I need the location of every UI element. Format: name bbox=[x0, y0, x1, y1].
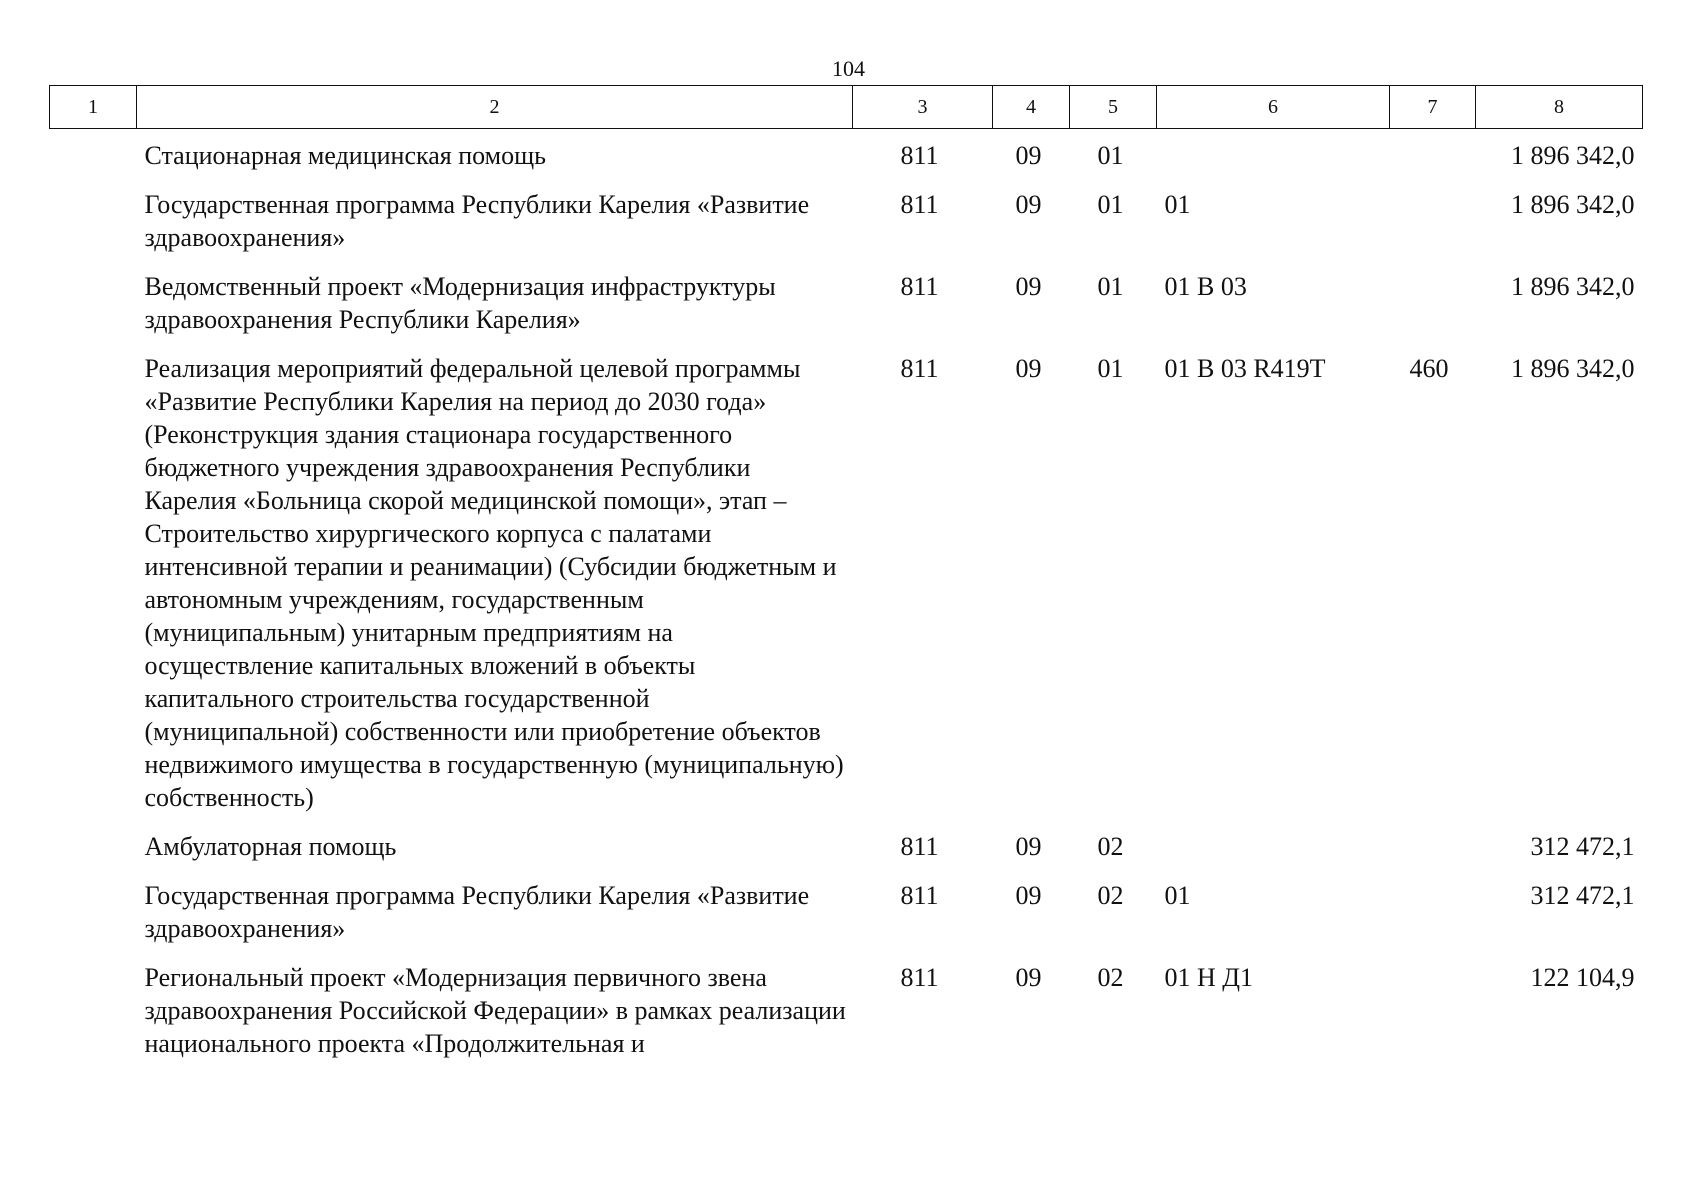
header-col-7: 7 bbox=[1390, 86, 1476, 129]
header-col-5: 5 bbox=[1070, 86, 1157, 129]
code-target-cell: 01 В 03 bbox=[1164, 272, 1247, 301]
code-target-cell: 01 Н Д1 bbox=[1164, 963, 1254, 992]
code-ministry-cell: 811 bbox=[900, 272, 939, 301]
header-row bbox=[50, 86, 1643, 129]
table-row bbox=[50, 879, 1643, 961]
row-number-cell bbox=[50, 352, 137, 830]
code-ministry-cell: 811 bbox=[900, 881, 939, 910]
header-col-2: 2 bbox=[137, 86, 853, 129]
header-col-3: 3 bbox=[853, 86, 993, 129]
table-row bbox=[50, 830, 1643, 879]
code-subsection-cell: 01 bbox=[1097, 190, 1124, 219]
code-ministry-cell: 811 bbox=[900, 832, 939, 861]
row-number-cell bbox=[50, 879, 137, 961]
code-target-cell: 01 В 03 R419T bbox=[1164, 354, 1326, 383]
code-expense-type-cell bbox=[1390, 270, 1476, 352]
code-expense-type-cell: 460 bbox=[1409, 354, 1449, 383]
code-section-cell: 09 bbox=[1015, 190, 1042, 219]
code-subsection-cell: 02 bbox=[1097, 881, 1124, 910]
budget-table bbox=[49, 85, 1643, 1076]
amount-cell: 1 896 342,0 bbox=[1511, 141, 1635, 170]
code-section-cell: 09 bbox=[1015, 963, 1042, 992]
row-name-cell: Стационарная медицинская помощь bbox=[144, 141, 546, 170]
code-target-cell bbox=[1157, 830, 1390, 879]
row-number-cell bbox=[50, 961, 137, 1076]
row-name-cell: Государственная программа Республики Карелия «Развитие здравоохранения» bbox=[144, 190, 810, 252]
amount-cell: 1 896 342,0 bbox=[1511, 272, 1635, 301]
row-number-cell bbox=[50, 188, 137, 270]
row-number-cell bbox=[50, 830, 137, 879]
table-body bbox=[50, 129, 1643, 1077]
amount-cell: 312 472,1 bbox=[1530, 832, 1635, 861]
code-ministry-cell: 811 bbox=[900, 963, 939, 992]
code-subsection-cell: 01 bbox=[1097, 141, 1124, 170]
code-target-cell bbox=[1157, 129, 1390, 189]
code-subsection-cell: 01 bbox=[1097, 354, 1124, 383]
code-expense-type-cell bbox=[1390, 129, 1476, 189]
table-row bbox=[50, 961, 1643, 1076]
code-subsection-cell: 02 bbox=[1097, 963, 1124, 992]
header-col-8: 8 bbox=[1476, 86, 1643, 129]
header-col-6: 6 bbox=[1157, 86, 1390, 129]
code-section-cell: 09 bbox=[1015, 272, 1042, 301]
code-section-cell: 09 bbox=[1015, 832, 1042, 861]
table-header bbox=[50, 86, 1643, 129]
table-row bbox=[50, 188, 1643, 270]
code-ministry-cell: 811 bbox=[900, 141, 939, 170]
table-row bbox=[50, 352, 1643, 830]
table-row bbox=[50, 129, 1643, 189]
row-number-cell bbox=[50, 129, 137, 189]
row-name-cell: Ведомственный проект «Модернизация инфраструктуры здравоохранения Республики Карелия» bbox=[144, 272, 776, 334]
code-section-cell: 09 bbox=[1015, 354, 1042, 383]
code-subsection-cell: 01 bbox=[1097, 272, 1124, 301]
row-name-cell: Амбулаторная помощь bbox=[144, 832, 397, 861]
row-name-cell: Реализация мероприятий федеральной целевой программы «Развитие Республики Карелия на период до 2030 года» (Реконструкция здания стационара государственного бюджетного учреждения здравоохранения Республики Карелия «Больница скорой медицинской помощи», этап – Строительство хирургического корпуса с палатами интенсивной терапии и реанимации) (Субсидии бюджетным и автономным учреждениям, государственным (муниципальным) унитарным предприятиям на осуществление капитальных вложений в объекты капитального строительства государственной (муниципальной) собственности или приобретение объектов недвижимого имущества в государственную (муниципальную) собственность) bbox=[144, 354, 844, 812]
table-row bbox=[50, 270, 1643, 352]
code-subsection-cell: 02 bbox=[1097, 832, 1124, 861]
code-expense-type-cell bbox=[1390, 830, 1476, 879]
amount-cell: 1 896 342,0 bbox=[1511, 354, 1635, 383]
row-name-cell: Государственная программа Республики Карелия «Развитие здравоохранения» bbox=[144, 881, 810, 943]
header-col-1: 1 bbox=[50, 86, 137, 129]
code-ministry-cell: 811 bbox=[900, 190, 939, 219]
code-section-cell: 09 bbox=[1015, 141, 1042, 170]
code-target-cell: 01 bbox=[1164, 190, 1191, 219]
page-number: 104 bbox=[832, 56, 865, 81]
code-expense-type-cell bbox=[1390, 188, 1476, 270]
row-name-cell: Региональный проект «Модернизация первичного звена здравоохранения Российской Федерации» в рамках реализации национального проекта «Продолжительная и bbox=[144, 963, 846, 1058]
row-number-cell bbox=[50, 270, 137, 352]
amount-cell: 312 472,1 bbox=[1530, 881, 1635, 910]
amount-cell: 1 896 342,0 bbox=[1511, 190, 1635, 219]
header-col-4: 4 bbox=[993, 86, 1070, 129]
code-expense-type-cell bbox=[1390, 879, 1476, 961]
code-section-cell: 09 bbox=[1015, 881, 1042, 910]
code-ministry-cell: 811 bbox=[900, 354, 939, 383]
amount-cell: 122 104,9 bbox=[1530, 963, 1635, 992]
code-expense-type-cell bbox=[1390, 961, 1476, 1076]
code-target-cell: 01 bbox=[1164, 881, 1191, 910]
